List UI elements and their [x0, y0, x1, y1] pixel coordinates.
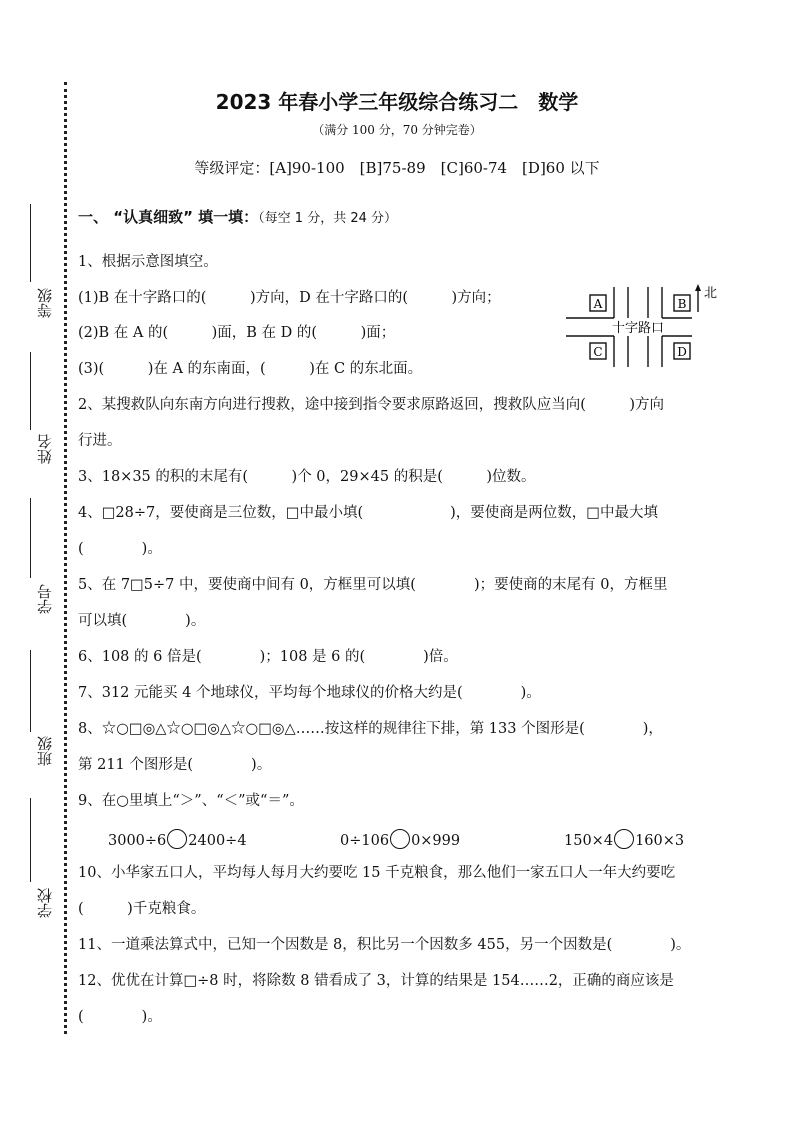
name-label: 姓名 — [36, 434, 54, 464]
q3: 3、18×35 的积的末尾有( )个 0，29×45 的积是( )位数。 — [78, 469, 536, 485]
q1-intro: 1、根据示意图填空。 — [78, 254, 218, 270]
q1-part2: (2)B 在 A 的( )面，B 在 D 的( )面； — [78, 325, 396, 341]
crossroad-label: 十字路口 — [611, 321, 665, 336]
q5-line2: 可以填( )。 — [78, 613, 206, 629]
student-id-underline — [30, 498, 31, 578]
compare-2-left: 0÷106 — [340, 833, 390, 849]
grading-scale: 等级评定：[A]90-100 [B]75-89 [C]60-74 [D]60 以下 — [194, 159, 600, 177]
box-d-label: D — [677, 345, 687, 359]
q10-line1: 10、小华家五口人，平均每人每月大约要吃 15 千克粮食，那么他们一家五口人一年大约要吃 — [78, 865, 676, 881]
q5-line1: 5、在 7□5÷7 中，要使商中间有 0，方框里可以填( )；要使商的末尾有 0，方框里 — [78, 577, 668, 593]
compare-item-1 — [108, 829, 247, 849]
q4-line1: 4、□28÷7，要使商是三位数，□中最小填( )，要使商是两位数，□中最大填 — [78, 505, 658, 521]
class-label: 班级 — [36, 736, 54, 766]
compare-3-circle[interactable] — [614, 829, 634, 849]
q12-line1: 12、优优在计算□÷8 时，将除数 8 错看成了 3，计算的结果是 154……2，正确的商应该是 — [78, 973, 674, 989]
box-b-label: B — [677, 297, 687, 311]
grade-label: 等级 — [36, 288, 54, 318]
section-heading — [78, 206, 397, 227]
compare-2-right: 0×999 — [411, 833, 461, 849]
class-underline — [30, 650, 31, 732]
q10-line2: ( )千克粮食。 — [78, 901, 206, 917]
compare-2-circle[interactable] — [390, 829, 410, 849]
q9-intro: 9、在○里填上“＞”、“＜”或“＝”。 — [78, 793, 304, 809]
compare-3-left: 150×4 — [564, 833, 614, 849]
compare-item-3 — [564, 829, 684, 849]
school-label: 学校 — [36, 888, 54, 918]
section-title: 一、 “认真细致” 填一填： — [78, 208, 259, 226]
q4-line2: ( )。 — [78, 541, 162, 557]
compare-item-2 — [340, 829, 460, 849]
compare-1-circle[interactable] — [167, 829, 187, 849]
q1-part3: (3)( )在 A 的东南面，( )在 C 的东北面。 — [78, 361, 423, 377]
compare-3-right: 160×3 — [635, 833, 685, 849]
q6: 6、108 的 6 倍是( )；108 是 6 的( )倍。 — [78, 649, 458, 665]
north-label: 北 — [704, 286, 718, 301]
grade-underline — [30, 204, 31, 282]
q2-line1: 2、某搜救队向东南方向进行搜救，途中接到指令要求原路返回，搜救队应当向( )方向 — [78, 397, 665, 413]
q1-part1: (1)B 在十字路口的( )方向，D 在十字路口的( )方向； — [78, 290, 501, 306]
page-subtitle: （满分 100 分，70 分钟完卷） — [312, 123, 482, 137]
name-underline — [30, 352, 31, 430]
page-title: 2023 年春小学三年级综合练习二 数学 — [215, 90, 579, 114]
q2-line2: 行进。 — [78, 433, 122, 449]
compare-1-right: 2400÷4 — [188, 833, 247, 849]
crossroad-diagram — [562, 282, 732, 372]
section-note: （每空 1 分，共 24 分） — [258, 211, 398, 226]
school-underline — [30, 798, 31, 882]
q12-line2: ( )。 — [78, 1009, 162, 1025]
q8-line1: 8、☆○□◎△☆○□◎△☆○□◎△……按这样的规律往下排，第 133 个图形是( )， — [78, 721, 663, 737]
q11: 11、一道乘法算式中，已知一个因数是 8，积比另一个因数多 455，另一个因数是( )。 — [78, 937, 691, 953]
box-c-label: C — [593, 345, 603, 359]
crossroad-svg — [562, 282, 732, 372]
compare-1-left: 3000÷6 — [108, 833, 167, 849]
q7: 7、312 元能买 4 个地球仪，平均每个地球仪的价格大约是( )。 — [78, 685, 541, 701]
q8-line2: 第 211 个图形是( )。 — [78, 757, 272, 773]
box-a-label: A — [593, 297, 603, 311]
student-id-label: 学号 — [36, 584, 54, 614]
binding-dotted-line — [64, 82, 67, 1034]
